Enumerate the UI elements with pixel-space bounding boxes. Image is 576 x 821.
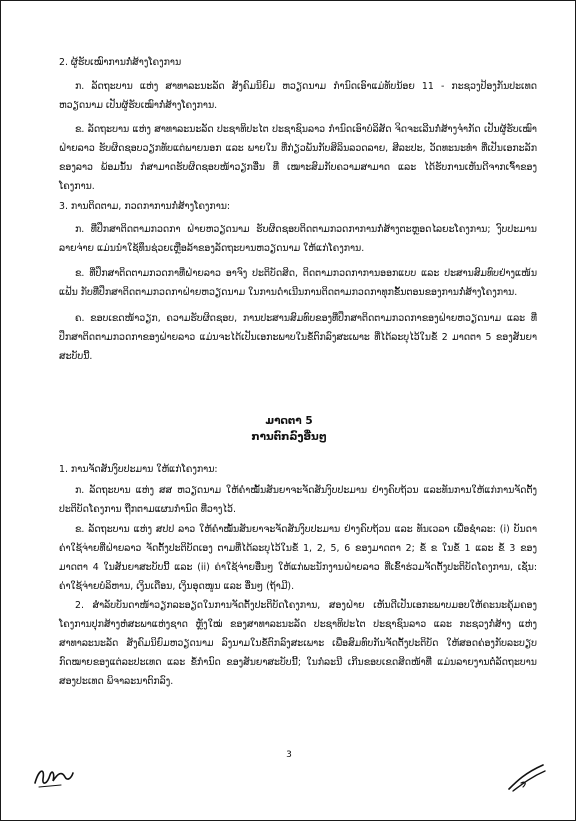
article-heading: ມາດຕາ 5: [265, 415, 313, 427]
section-heading-contractors: 2. ຜູ້ຮັບເໝົາການກໍ່ສ້າງໂຄງການ: [59, 57, 182, 68]
paragraph-1a: ກ. ລັດຖະບານ ແຫ່ງ ສສ ຫວຽດນາມ ໃຫ້ຄຳໝັ້ນສັນຍາຈະຈັດສັນງົບປະມານ ຢ່າງຄົບຖ້ວນ ແລະທັນການໃຫ້ແກ່ການຈັດຕັ້ງປະຕິບັດໂຄງການ ຖືກຕາມແຜນກຳນົດ ທີ່ວາງໄວ້.: [59, 485, 537, 515]
paragraph-2b: ຂ. ລັດຖະບານ ແຫ່ງ ສາທາລະນະລັດ ປະຊາທິປະໄຕ ປະຊາຊົນລາວ ກຳນົດເອົາບໍລິສັດ ຈິດຈະເລີນກໍ່ສ້າງຈຳກັດ ເປັນຜູ້ຮັບເໝົາຝ່າຍລາວ ຮັບຜິດຊອບວຽກທັບແຕ່ພາຍນອກ ແລະ ພາຍໃນ ທີ່ກ່ຽວພັນກັບສິລິນລວດລາຍ, ສີລະປະ, ວັດທະນະທຳ ທີ່ເປັນເອກະລັກຂອງລາວ ພ້ອມນັ້ນ ກໍສາມາດຮັບຜິດຊອບໜ້າວຽກອື່ນ ທີ່ ເໝາະສົມກັບຄວາມສາມາດ ແລະ ໄດ້ຮັບການເຫັນດີຈາກເຈົ້າຂອງໂຄງການ.: [59, 124, 537, 192]
initials-signature-right: [503, 761, 549, 793]
paragraph-3c: ຄ. ຂອບເຂດໜ້າວຽກ, ຄວາມຮັບຜິດຊອບ, ການປະສານສົມທົບຂອງທີ່ປຶກສາຕິດຕາມກວດກາຂອງຝ່າຍຫວຽດນາມ ແລະ ທີ່ປຶກສາຕິດຕາມກວດກາຂອງຝ່າຍລາວ ແມ່ນຈະໄດ້ເປັນເອກະພາບໃນຂໍ້ຕົກລົງສະເພາະ ທີ່ໄດ້ລະບຸໄວ້ໃນຂໍ້ 2 ມາດຕາ 5 ຂອງສັນຍາສະບັບນີ້.: [59, 313, 537, 362]
initials-signature-left: [31, 761, 77, 791]
paragraph-article5-2: 2. ສຳລັບບັນດາໜ້າວຽກລະອຽດໃນການຈັດຕັ້ງປະຕິບັດໂຄງການ, ສອງຝ່າຍ ເຫັນດີເປັນເອກະພາບມອບໃຫ້ຄະນະຄຸ້ມຄອງໂຄງການປຸກສ້າງຫໍສະພາແຫ່ງຊາດ ຫຼັງໃໝ່ ຂອງສາທາລະນະລັດ ປະຊາທິປະໄຕ ປະຊາຊົນລາວ ແລະ ກະຊວງກໍ່ສ້າງ ແຫ່ງ ສາທາລະນະລັດ ສັງຄົມນິຍົມຫວຽດນາມ ລົງນາມໃນຂໍ້ຕົກລົງສະເພາະ ເພື່ອສົມທົບກັນຈັດຕັ້ງປະຕິບັດ ໃຫ້ສອດຄ່ອງກັບລະບຽບກົດໝາຍຂອງແຕ່ລະປະເທດ ແລະ ຂໍ້ກຳນົດ ຂອງສັນຍາສະບັບນີ້; ໃນກໍລະນີ ເກີນຂອບເຂດສິດໜ້າທີ່ ແມ່ນລາຍງານຕໍ່ລັດຖະບານສອງປະເທດ ພິຈາລະນາຕົກລົງ.: [59, 600, 537, 687]
paragraph-3a: ກ. ທີ່ປຶກສາຕິດຕາມກວດກາ ຝ່າຍຫວຽດນາມ ຮັບຜິດຊອບຕິດຕາມກວດກາການກໍ່ສ້າງຕະຫຼອດໄລຍະໂຄງການ; ງົບປະມານລາຍຈ່າຍ ແມ່ນນຳໃຊ້ທຶນຊ່ວຍເຫຼືອລ້າຂອງລັດຖະບານຫວຽດນາມ ໃຫ້ແກ່ໂຄງການ.: [59, 224, 537, 254]
paragraph-3b: ຂ. ທີ່ປຶກສາຕິດຕາມກວດກາທີ່ຝ່າຍລາວ ອາຈົງ ປະຕິບັດສິດ, ຕິດຕາມກວດກາການອອກແບບ ແລະ ປະສານສົມທົບຢ່າງແໜ້ນແຟ້ນ ກັບທີ່ປຶກສາຕິດຕາມກວດກາຝ່າຍຫວຽດນາມ ໃນການດຳເນີນການຕິດຕາມກວດກາທຸກຂັ້ນຕອນຂອງການກໍ່ສ້າງໂຄງການ.: [59, 268, 537, 298]
article-subheading: ການຕົກລົງອື່ນໆ: [251, 431, 327, 443]
page-number: 3: [286, 750, 292, 760]
paragraph-1b: ຂ. ລັດຖະບານ ແຫ່ງ ສປປ ລາວ ໃຫ້ຄຳໝັ້ນສັນຍາຈະຈັດສັນງົບປະມານ ຢ່າງຄົບຖ້ວນ ແລະ ທັນເວລາ ເພື່ອຊຳລະ: (i) ບັນດາຄ່າໃຊ້ຈ່າຍທີ່ຝ່າຍລາວ ຈັດຕັ້ງປະຕິບັດເອງ ຕາມທີ່ໄດ້ລະບຸໄວ້ໃນຂໍ້ 1, 2, 5, 6 ຂອງມາດຕາ 2; ຂໍ້ ຂ ໃນຂໍ້ 1 ແລະ ຂໍ້ 3 ຂອງມາດຕາ 4 ໃນສັນຍາສະບັບນີ້ ແລະ (ii) ຄ່າໃຊ້ຈ່າຍອື່ນໆ ໃຫ້ແກ່ພະນັກງານຝ່າຍລາວ ທີ່ເຂົ້າຮ່ວມຈັດຕັ້ງປະຕິບັດໂຄງການ, ເຊັ່ນ: ຄ່າໃຊ້ຈ່າຍບໍລິຫານ, ເງິນເດືອນ, ເງິນອຸດໜູນ ແລະ ອື່ນໆ (ຖ້າມີ).: [59, 524, 537, 592]
paragraph-2a: ກ. ລັດຖະບານ ແຫ່ງ ສາທາລະນະລັດ ສັງຄົມນິຍົມ ຫວຽດນາມ ກຳນົດເອົາແມ່ທັບນ້ອຍ 11 - ກະຊວງປ້ອງກັນປະເທດຫວຽດນາມ ເປັນຜູ້ຮັບເໝົາກໍ່ສ້າງໂຄງການ.: [59, 81, 537, 111]
section-heading-supervision: 3. ການຕິດຕາມ, ກວດກາການກໍ່ສ້າງໂຄງການ:: [59, 201, 231, 212]
section-heading-budget: 1. ການຈັດສັນງົບປະມານ ໃຫ້ແກ່ໂຄງການ:: [59, 464, 218, 475]
